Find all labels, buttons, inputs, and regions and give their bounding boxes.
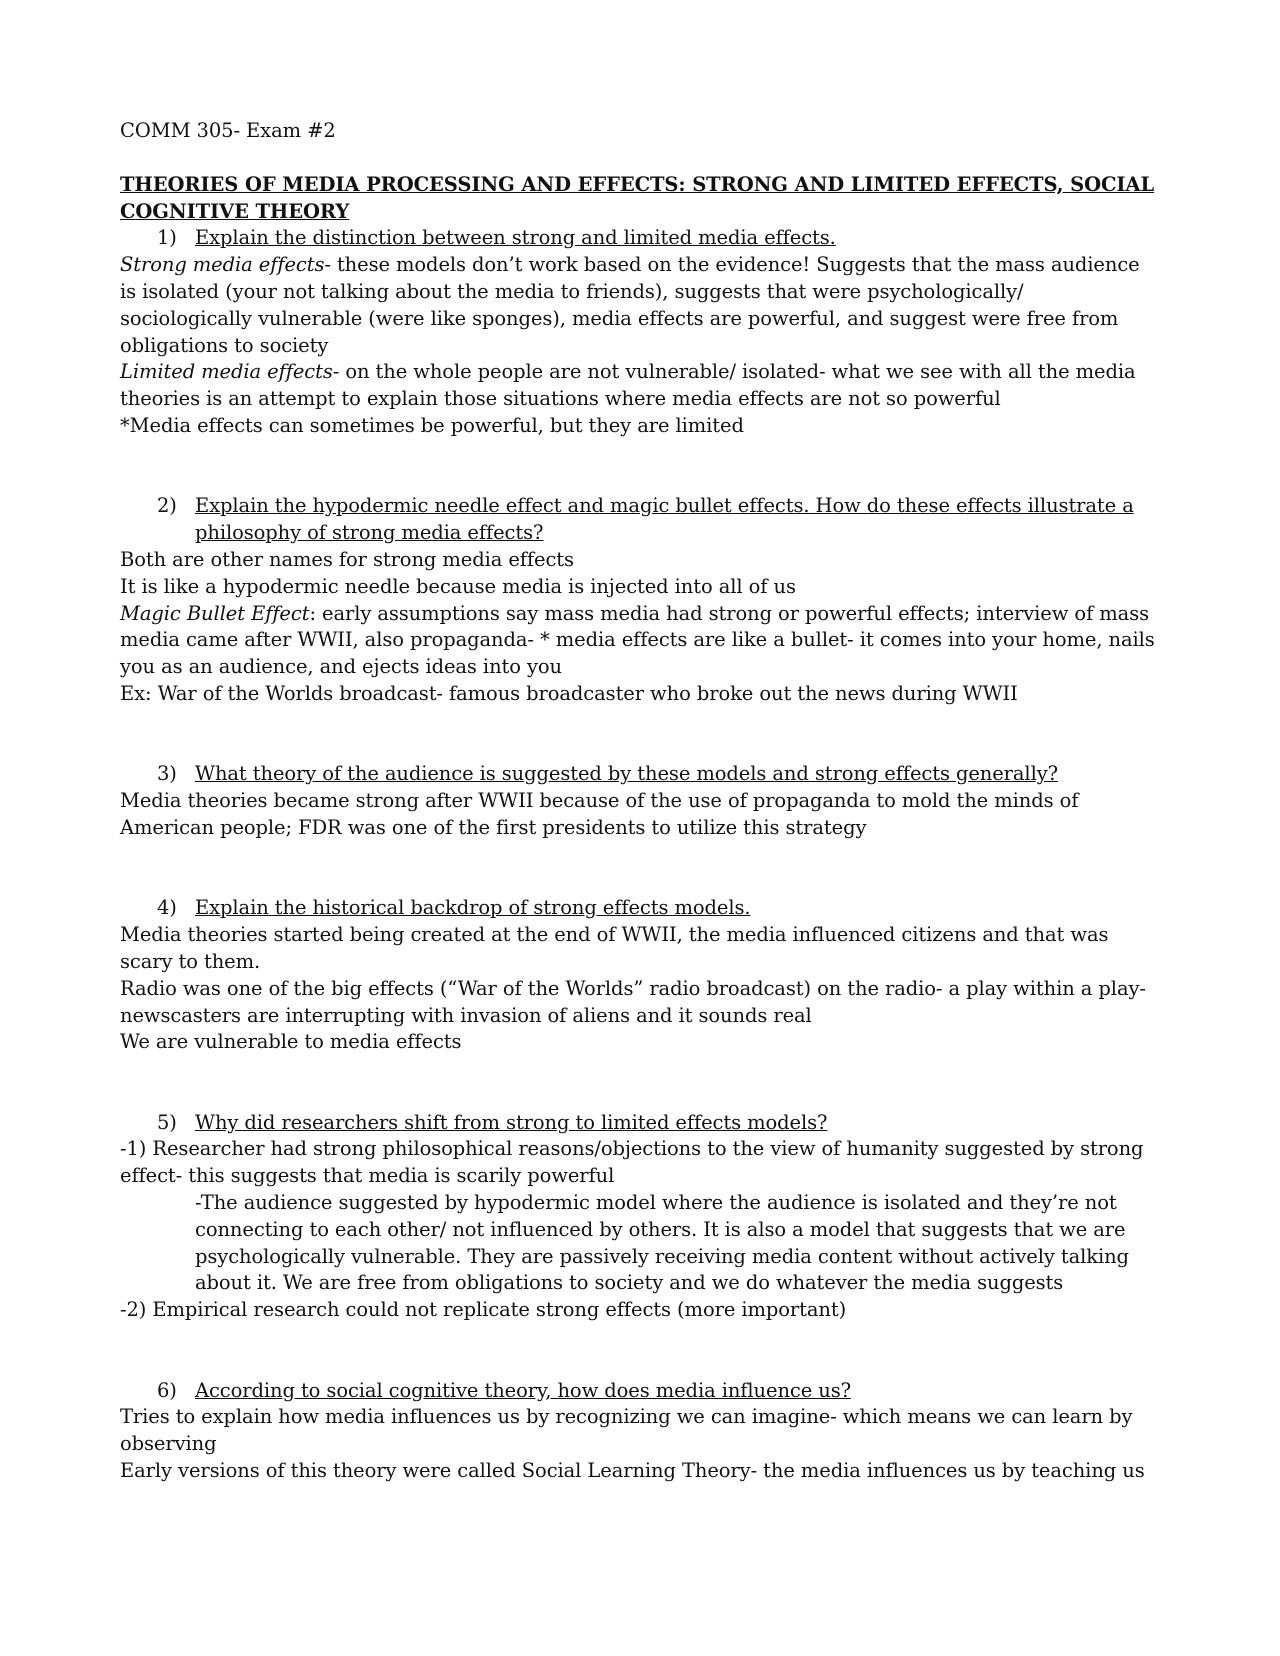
question-4 <box>120 895 1160 922</box>
question-number: 1) <box>157 226 177 250</box>
term-label: Limited media effects <box>120 360 333 384</box>
question-number: 2) <box>157 494 177 518</box>
question-text: Explain the hypodermic needle effect and magic bullet effects. How do these effects illustrate a philosophy of strong media effects? <box>195 494 1134 545</box>
answer-note: *Media effects can sometimes be powerful, but they are limited <box>120 413 744 437</box>
question-number: 5) <box>157 1110 177 1134</box>
answer-line: We are vulnerable to media effects <box>120 1030 462 1054</box>
answer-paragraph <box>120 601 1160 681</box>
term-definition: - on the whole people are not vulnerable/ isolated- what we see with all the media theories is an attempt to explain those situations where media effects are not so powerful <box>120 360 1136 411</box>
answer-line: -2) Empirical research could not replicate strong effects (more important) <box>120 1298 847 1322</box>
term-label: Magic Bullet Effect <box>120 601 310 625</box>
answer-line: Both are other names for strong media effects <box>120 547 574 571</box>
question-3 <box>120 761 1160 788</box>
answer-paragraph: Media theories started being created at the end of WWII, the media influenced citizens and that was scary to them. <box>120 923 1109 973</box>
answer-paragraph: -1) Researcher had strong philosophical reasons/objections to the view of humanity suggested by strong effect- this suggests that media is scarily powerful <box>120 1137 1144 1188</box>
question-text: Why did researchers shift from strong to limited effects models? <box>195 1110 828 1134</box>
question-number: 3) <box>157 762 177 786</box>
question-6 <box>120 1378 1160 1405</box>
term-definition: : early assumptions say mass media had strong or powerful effects; interview of mass media came after WWII, also propaganda- * media effects are like a bullet- it comes into your home, nails you as an audience, and ejects ideas into you <box>120 601 1155 679</box>
document-title: COMM 305- Exam #2 <box>120 119 336 142</box>
question-number: 4) <box>157 896 177 920</box>
answer-detail: -The audience suggested by hypodermic model where the audience is isolated and they’re not connecting to each other/ not influenced by others. It is also a model that suggests that we are psychologically vulnerable. They are passively receiving media content without actively talking about it. We are free from obligations to society and we do whatever the media suggests <box>195 1191 1129 1295</box>
term-label: Strong media effects <box>120 253 325 277</box>
answer-paragraph <box>120 359 1160 413</box>
question-text: According to social cognitive theory, how does media influence us? <box>195 1378 851 1402</box>
question-5 <box>120 1110 1160 1137</box>
document-page <box>120 118 1160 1485</box>
section-heading: THEORIES OF MEDIA PROCESSING AND EFFECTS: STRONG AND LIMITED EFFECTS, SOCIAL COGNITIVE THEORY <box>120 172 1155 223</box>
answer-example: Ex: War of the Worlds broadcast- famous broadcaster who broke out the news during WWII <box>120 681 1018 705</box>
answer-paragraph: Early versions of this theory were called Social Learning Theory- the media influences us by teaching us <box>120 1459 1145 1483</box>
answer-line: It is like a hypodermic needle because media is injected into all of us <box>120 574 796 598</box>
question-1 <box>120 225 1160 252</box>
term-definition: - these models don’t work based on the evidence! Suggests that the mass audience is isolated (your not talking about the media to friends), suggests that were psychologically/ sociologically vulnerable (were like sponges), media effects are powerful, and suggest were free from obligations to society <box>120 253 1140 357</box>
answer-paragraph: Media theories became strong after WWII because of the use of propaganda to mold the minds of American people; FDR was one of the first presidents to utilize this strategy <box>120 789 1079 839</box>
answer-paragraph: Radio was one of the big effects (“War of the Worlds” radio broadcast) on the radio- a play within a play- newscasters are interrupting with invasion of aliens and it sounds real <box>120 976 1146 1027</box>
answer-paragraph: Tries to explain how media influences us by recognizing we can imagine- which means we can learn by observing <box>120 1405 1133 1456</box>
answer-paragraph <box>120 252 1160 359</box>
question-text: Explain the distinction between strong and limited media effects. <box>195 226 836 250</box>
question-text: What theory of the audience is suggested by these models and strong effects generally? <box>195 762 1058 786</box>
question-text: Explain the historical backdrop of strong effects models. <box>195 896 751 920</box>
question-number: 6) <box>157 1378 177 1402</box>
question-2 <box>120 493 1160 547</box>
